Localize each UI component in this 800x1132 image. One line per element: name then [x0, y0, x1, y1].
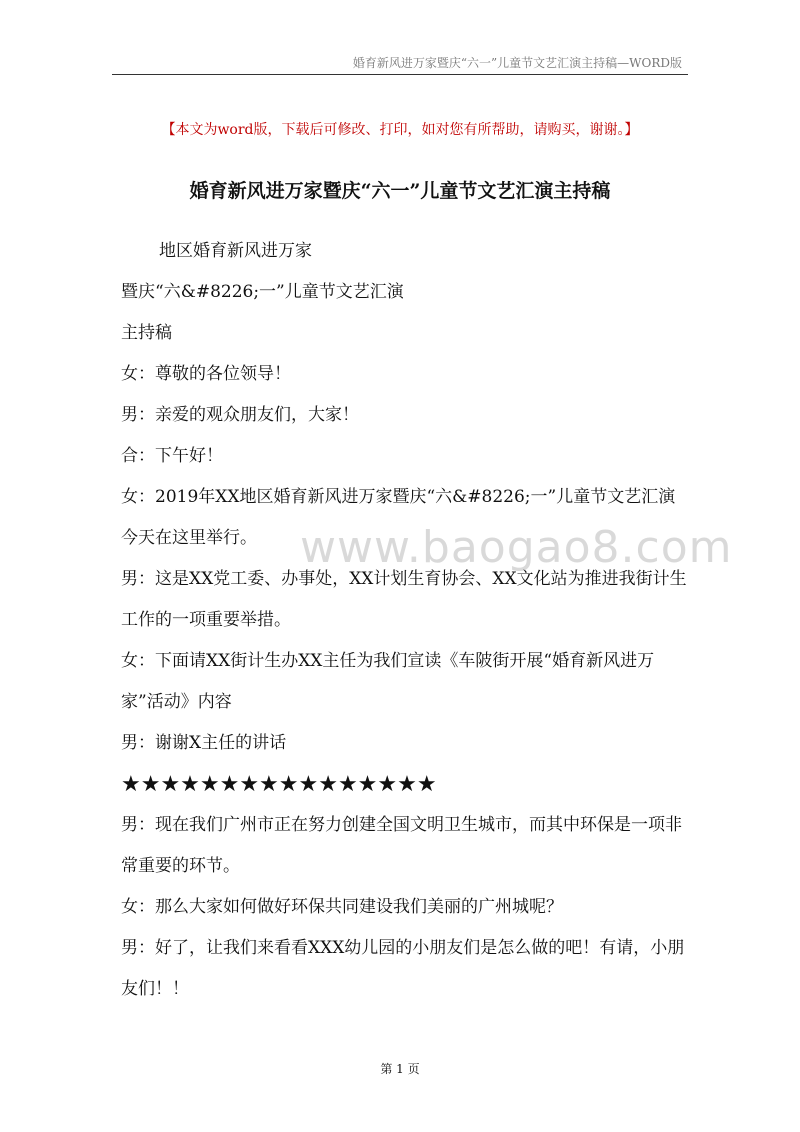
- purchase-notice: 【本文为word版，下载后可修改、打印，如对您有所帮助，请购买，谢谢。】: [161, 122, 639, 138]
- paragraph: 女：2019年XX地区婚育新风进万家暨庆“六&#8226;一”儿童节文艺汇演今天在这里举行。: [121, 487, 676, 548]
- paragraph: 合：下午好！: [121, 446, 223, 466]
- header-divider: [112, 74, 688, 75]
- paragraph: 女：那么大家如何做好环保共同建设我们美丽的广州城呢？: [121, 897, 563, 917]
- paragraph: 男：亲爱的观众朋友们，大家！: [121, 405, 359, 425]
- star-divider: ★★★★★★★★★★★★★★★★: [121, 772, 437, 797]
- document-title: 婚育新风进万家暨庆“六一”儿童节文艺汇演主持稿: [189, 180, 611, 202]
- page-number: 第 1 页: [380, 1062, 420, 1076]
- paragraph: 男：现在我们广州市正在努力创建全国文明卫生城市，而其中环保是一项非常重要的环节。: [121, 815, 682, 876]
- paragraph: 暨庆“六&#8226;一”儿童节文艺汇演: [121, 282, 404, 302]
- watermark: www.baogao8.com: [300, 522, 733, 573]
- paragraph: 男：好了，让我们来看看XXX幼儿园的小朋友们是怎么做的吧！有请，小朋友们！！: [121, 938, 685, 999]
- paragraph: 地区婚育新风进万家: [159, 241, 312, 261]
- paragraph: 女：下面请XX街计生办XX主任为我们宣读《车陂街开展“婚育新风进万家”活动》内容: [121, 651, 655, 712]
- paragraph: 男：这是XX党工委、办事处，XX计划生育协会、XX文化站为推进我街计生工作的一项重要举措。: [121, 569, 687, 630]
- paragraph: 女：尊敬的各位领导！: [121, 364, 291, 384]
- paragraph: 男：谢谢X主任的讲话: [121, 733, 287, 753]
- running-header: 婚育新风进万家暨庆“六一”儿童节文艺汇演主持稿—WORD版: [352, 56, 682, 70]
- document-body: [121, 231, 687, 1010]
- paragraph: 主持稿: [121, 323, 172, 343]
